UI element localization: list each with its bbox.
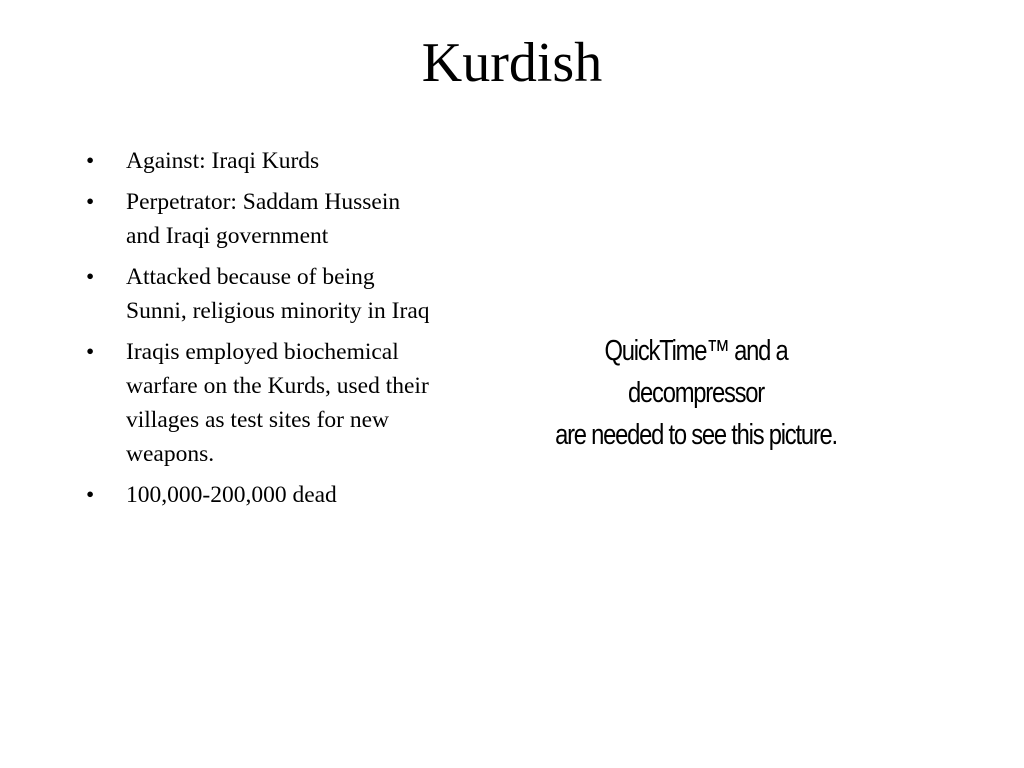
placeholder-text: decompressor xyxy=(628,377,764,409)
bullet-marker: • xyxy=(86,264,95,290)
bullet-item xyxy=(86,185,506,253)
bullet-text: and Iraqi government xyxy=(126,223,329,249)
bullet-text: 100,000-200,000 dead xyxy=(126,482,337,508)
bullet-marker: • xyxy=(86,189,95,215)
bullet-text: weapons. xyxy=(126,441,215,467)
bullet-item xyxy=(86,478,506,512)
quicktime-image-placeholder xyxy=(540,330,852,470)
bullet-text: warfare on the Kurds, used their xyxy=(126,373,429,399)
placeholder-text: are needed to see this picture. xyxy=(555,419,837,451)
bullet-text: Perpetrator: Saddam Hussein xyxy=(126,189,401,215)
bullet-text: Against: Iraqi Kurds xyxy=(126,148,320,174)
bullet-marker: • xyxy=(86,482,95,508)
bullet-text: villages as test sites for new xyxy=(126,407,390,433)
bullet-item xyxy=(86,335,506,471)
placeholder-text: QuickTime™ and a xyxy=(604,335,788,367)
bullet-list xyxy=(86,144,506,519)
bullet-text: Sunni, religious minority in Iraq xyxy=(126,298,430,324)
bullet-text: Attacked because of being xyxy=(126,264,375,290)
bullet-marker: • xyxy=(86,148,95,174)
bullet-item xyxy=(86,260,506,328)
bullet-marker: • xyxy=(86,339,95,365)
bullet-item xyxy=(86,144,506,178)
slide-title: Kurdish xyxy=(421,32,603,94)
bullet-text: Iraqis employed biochemical xyxy=(126,339,399,365)
